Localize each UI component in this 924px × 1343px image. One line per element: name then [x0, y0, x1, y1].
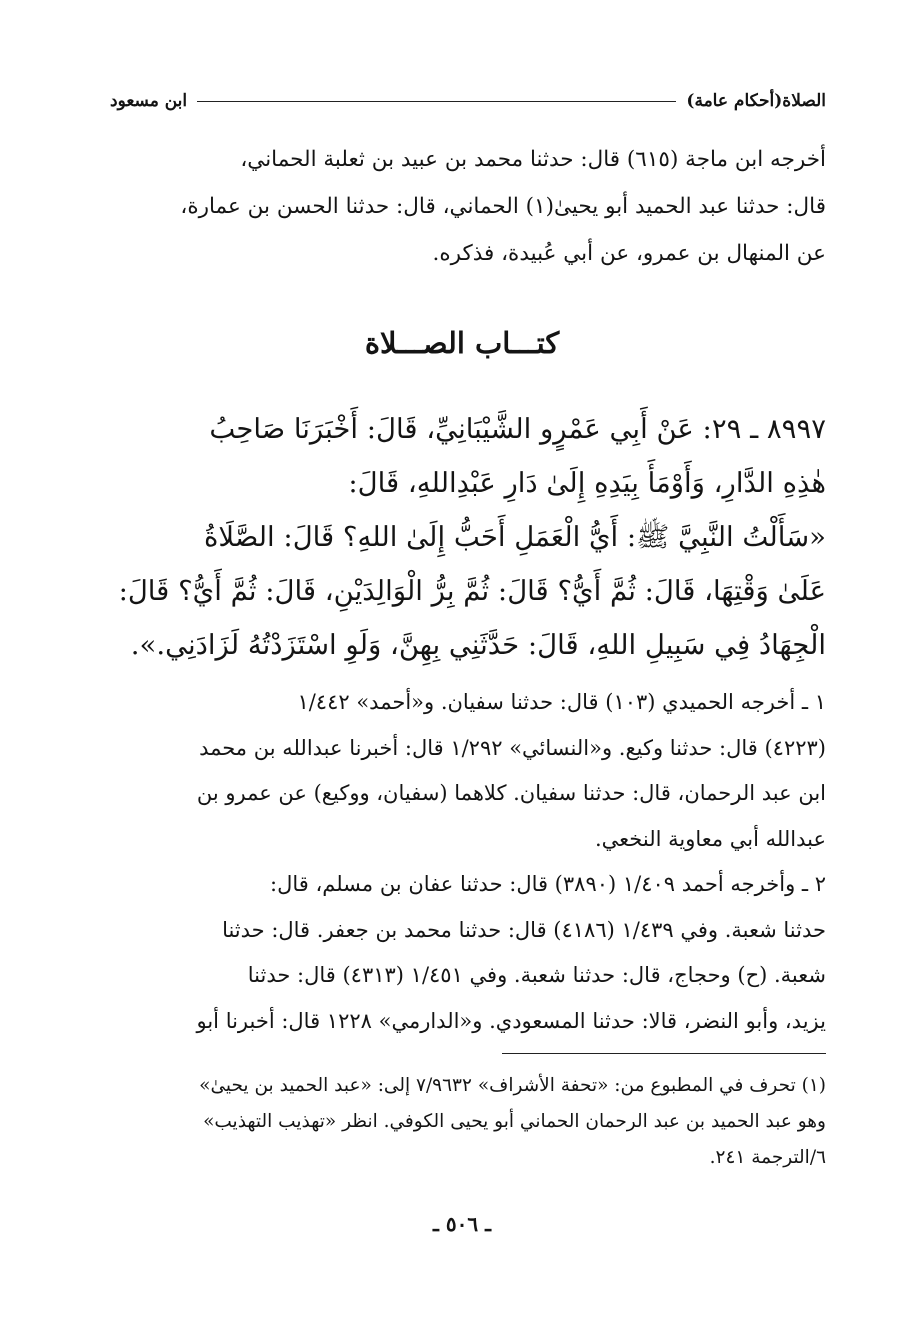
hadith-line: عَلَىٰ وَقْتِهَا، قَالَ: ثُمَّ أَيُّ؟ قَالَ: ثُمَّ بِرُّ الْوَالِدَيْنِ، قَالَ: ثُمَّ أَيُّ؟ قَالَ: — [118, 575, 826, 607]
footnote-line: (١) تحرف في المطبوع من: «تحفة الأشراف» ٧/٩٦٣٢ إلى: «عبد الحميد بن يحيىٰ» — [199, 1075, 826, 1096]
running-head — [110, 88, 826, 114]
intro-line: قال: حدثنا عبد الحميد أبو يحيىٰ(١) الحماني، قال: حدثنا الحسن بن عمارة، — [180, 194, 826, 219]
takhrij-line: ١ ـ أخرجه الحميدي (١٠٣) قال: حدثنا سفيان. و«أحمد» ١/٤٤٢ — [297, 690, 826, 714]
footnote-line: وهو عبد الحميد بن عبد الرحمان الحماني أبو يحيى الكوفي. انظر «تهذيب التهذيب» — [203, 1111, 826, 1132]
takhrij-line: حدثنا شعبة. وفي ١/٤٣٩ (٤١٨٦) قال: حدثنا محمد بن جعفر. قال: حدثنا — [222, 917, 826, 942]
takhrij-line: (٤٢٢٣) قال: حدثنا وكيع. و«النسائي» ١/٢٩٢ قال: أخبرنا عبدالله بن محمد — [199, 735, 826, 760]
hadith-line: ٨٩٩٧ ـ ٢٩: عَنْ أَبِي عَمْرٍو الشَّيْبَانِيِّ، قَالَ: أَخْبَرَنَا صَاحِبُ — [209, 413, 826, 445]
book-title: كتـــاب الصـــلاة — [364, 326, 560, 360]
hadith-line: هٰذِهِ الدَّارِ، وَأَوْمَأَ بِيَدِهِ إِلَىٰ دَارِ عَبْدِاللهِ، قَالَ: — [348, 467, 826, 499]
footnotes — [118, 1068, 826, 1176]
running-head-chapter: الصلاة(أحكام عامة) — [686, 91, 826, 111]
running-head-author: ابن مسعود — [110, 91, 188, 111]
intro-paragraph — [118, 136, 826, 277]
footnote-line: ٦/الترجمة ٢٤١. — [709, 1147, 826, 1168]
page-number: ـ ٥٠٦ ـ — [433, 1212, 491, 1236]
running-head-rule — [197, 101, 676, 102]
takhrij-line: ٢ ـ وأخرجه أحمد ١/٤٠٩ (٣٨٩٠) قال: حدثنا عفان بن مسلم، قال: — [270, 872, 826, 896]
intro-line: أخرجه ابن ماجة (٦١٥) قال: حدثنا محمد بن عبيد بن ثعلبة الحماني، — [240, 147, 826, 172]
hadith-line: الْجِهَادُ فِي سَبِيلِ اللهِ، قَالَ: حَدَّثَنِي بِهِنَّ، وَلَوِ اسْتَزَدْتُهُ لَزَادَنِي.». — [130, 629, 826, 661]
hadith-line: «سَأَلْتُ النَّبِيَّ ﷺ: أَيُّ الْعَمَلِ أَحَبُّ إِلَىٰ اللهِ؟ قَالَ: الصَّلَاةُ — [204, 521, 826, 553]
intro-line: عن المنهال بن عمرو، عن أبي عُبيدة، فذكره. — [432, 241, 826, 266]
takhrij-line: شعبة. (ح) وحجاج، قال: حدثنا شعبة. وفي ١/٤٥١ (٤٣١٣) قال: حدثنا — [247, 963, 826, 987]
takhrij-section — [118, 680, 826, 1044]
hadith-text — [118, 402, 826, 672]
takhrij-line: يزيد، وأبو النضر، قالا: حدثنا المسعودي. و«الدارمي» ١٢٢٨ قال: أخبرنا أبو — [196, 1008, 826, 1033]
takhrij-line: ابن عبد الرحمان، قال: حدثنا سفيان. كلاهما (سفيان، ووكيع) عن عمرو بن — [196, 781, 826, 805]
footnote-separator — [502, 1053, 826, 1054]
takhrij-line: عبدالله أبي معاوية النخعي. — [595, 826, 826, 851]
